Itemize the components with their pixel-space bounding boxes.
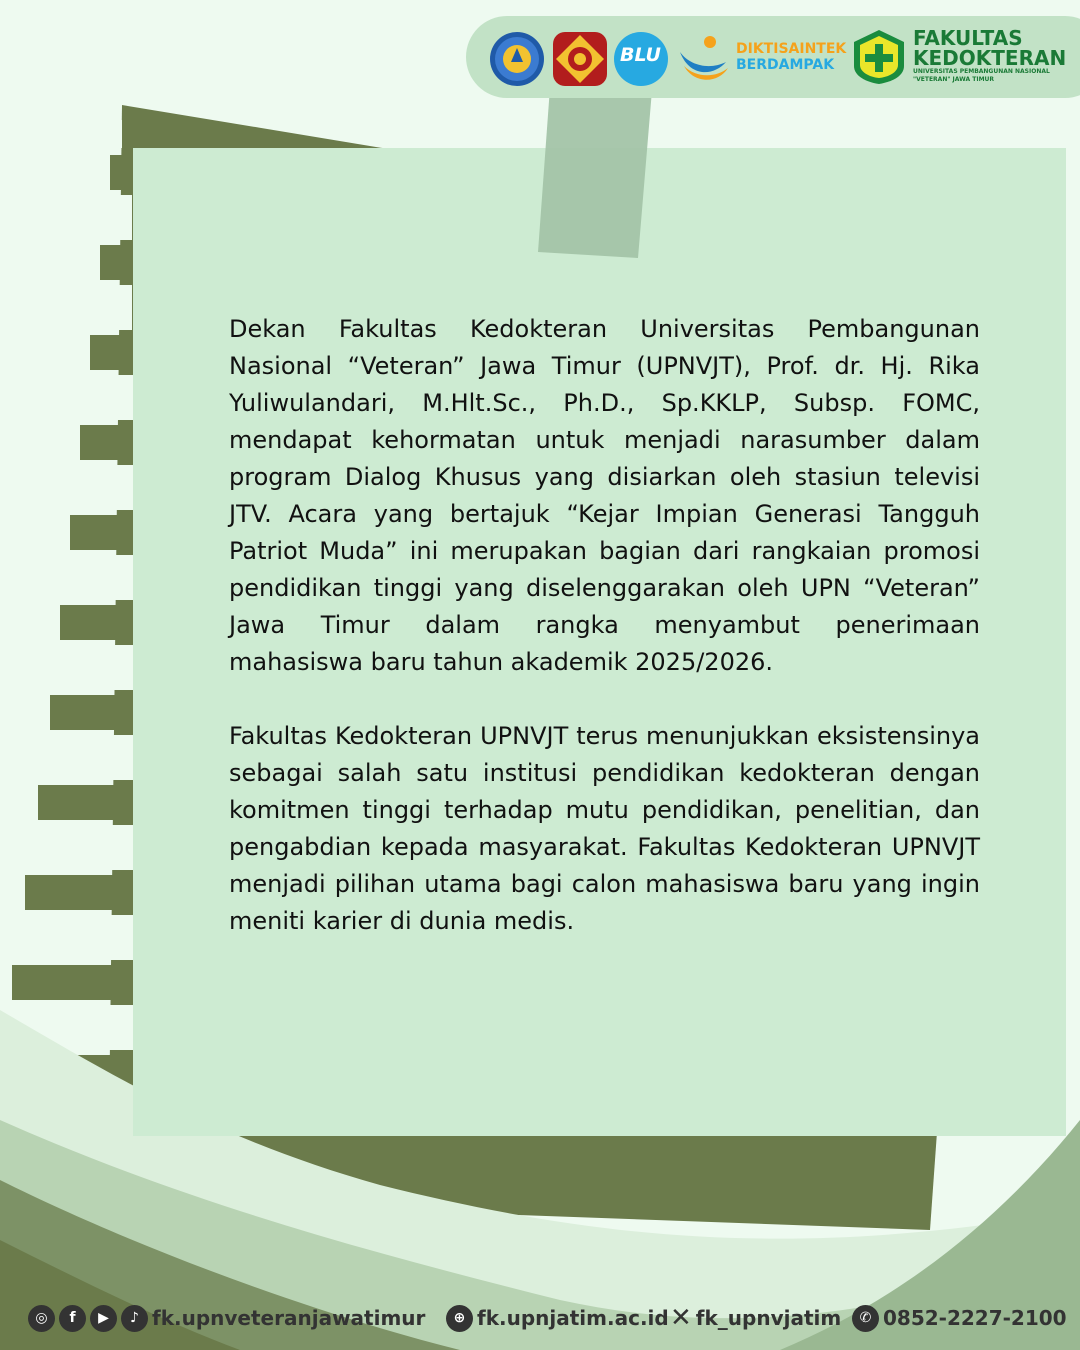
globe-icon: ⊕ (446, 1305, 473, 1332)
x-link[interactable] (670, 1300, 841, 1336)
upnvjt-logo (553, 32, 607, 86)
youtube-icon: ▶ (90, 1305, 117, 1332)
blu-logo (614, 32, 668, 86)
diktisaintek-line1: DIKTISAINTEK (736, 41, 847, 57)
website-link[interactable] (446, 1300, 669, 1336)
website-text: fk.upnjatim.ac.id (477, 1306, 669, 1330)
paragraph-1: Dekan Fakultas Kedokteran Universitas Pembangunan Nasional “Veteran” Jawa Timur (UPNVJT), Prof. dr. Hj. Rika Yuliwulandari, M.Hlt.Sc., Ph.D., Sp.KKLP, Subsp. FOMC, mendapat kehormatan untuk menjadi narasumber dalam program Dialog Khusus yang disiarkan oleh stasiun televisi JTV. Acara yang bertajuk “Kejar Impian Generasi Tangguh Patriot Muda” ini merupakan bagian dari rangkaian promosi pendidikan tinggi yang diselenggarakan oleh UPN “Veteran” Jawa Timur dalam rangka menyambut penerimaan mahasiswa baru tahun akademik 2025/2026. (229, 315, 980, 676)
x-handle: fk_upnvjatim (695, 1306, 842, 1330)
faculty-line3: UNIVERSITAS PEMBANGUNAN NASIONAL (913, 68, 1050, 75)
whatsapp-number: 0852-2227-2100 (883, 1306, 1067, 1330)
x-icon: ✕ (670, 1303, 692, 1333)
diktisaintek-line2: BERDAMPAK (736, 57, 835, 73)
social-media-link[interactable] (28, 1300, 425, 1336)
facebook-icon: f (59, 1305, 86, 1332)
tiktok-icon: ♪ (121, 1305, 148, 1332)
kemdikbud-logo (490, 32, 544, 86)
whatsapp-link[interactable] (852, 1300, 1067, 1336)
blu-label: BLU (620, 44, 661, 66)
faculty-line2: KEDOKTERAN (913, 46, 1067, 70)
instagram-icon: ◎ (28, 1305, 55, 1332)
faculty-line1: FAKULTAS (913, 26, 1023, 50)
fk-logo (850, 28, 908, 86)
whatsapp-icon: ✆ (852, 1305, 879, 1332)
upnvjt-emblem-icon (553, 32, 607, 86)
paragraph-2: Fakultas Kedokteran UPNVJT terus menunjukkan eksistensinya sebagai salah satu institusi pendidikan kedokteran dengan komitmen tinggi terhadap mutu pendidikan, penelitian, dan pengabdian kepada masyarakat. Fakultas Kedokteran UPNVJT menjadi pilihan utama bagi calon mahasiswa baru yang ingin meniti karier di dunia medis. (229, 722, 980, 935)
social-handle: fk.upnveteranjawatimur (152, 1306, 426, 1330)
footer-contact-bar (28, 1300, 1068, 1336)
kemdikbud-emblem-icon (490, 32, 544, 86)
diktisaintek-logo (676, 32, 732, 84)
article-body (229, 311, 980, 977)
faculty-line4: "VETERAN" JAWA TIMUR (913, 76, 995, 83)
